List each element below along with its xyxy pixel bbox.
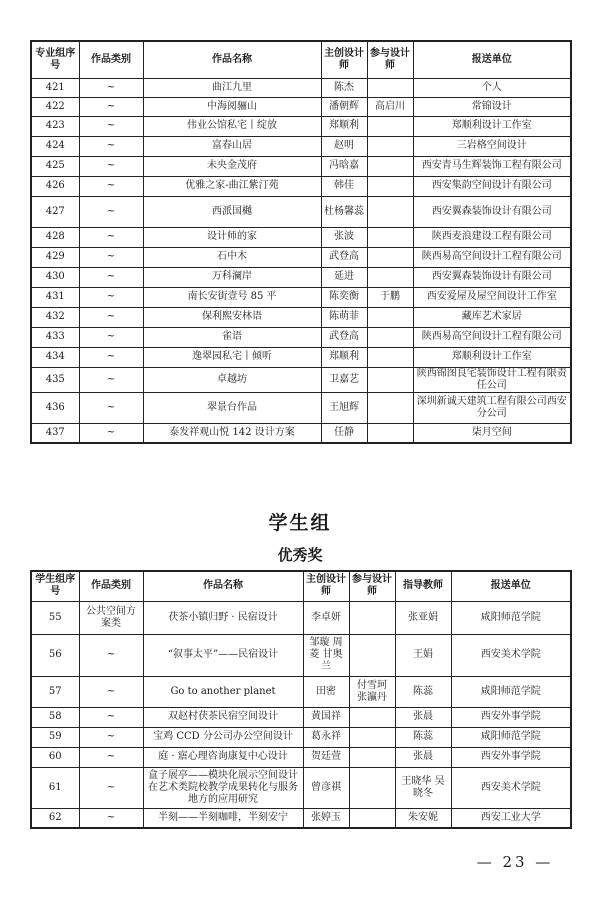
submitting-unit-cell: 咸阳师范学院 — [451, 601, 571, 634]
lead-designer-cell: 赵明 — [321, 136, 367, 156]
submitting-unit-cell: 郑顺利设计工作室 — [413, 347, 571, 367]
serial-cell: 437 — [31, 423, 79, 443]
submitting-unit-cell: 咸阳师范学院 — [451, 676, 571, 707]
header-serial: 专业组序号 — [31, 41, 79, 78]
group-title: 学生组 — [268, 512, 332, 534]
co-designer-cell: 付雪珂 张瀛丹 — [349, 676, 395, 707]
table-row — [31, 347, 571, 367]
lead-designer-cell: 韩佳 — [321, 176, 367, 196]
category-cell: ~ — [79, 136, 143, 156]
table-row — [31, 707, 571, 727]
header-serial: 学生组序号 — [31, 571, 79, 601]
advisor-cell: 王娟 — [395, 634, 451, 676]
co-designer-cell — [349, 767, 395, 808]
lead-designer-cell: 延进 — [321, 267, 367, 287]
co-designer-cell — [367, 196, 413, 227]
advisor-cell: 陈蕊 — [395, 676, 451, 707]
award-table-professional — [30, 40, 572, 444]
table-row — [31, 116, 571, 136]
table-row — [31, 327, 571, 347]
submitting-unit-cell: 陕西易高空间设计工程有限公司 — [413, 247, 571, 267]
category-cell: ~ — [79, 808, 143, 828]
table-row — [31, 727, 571, 747]
work-name-cell: 翠景台作品 — [143, 392, 321, 423]
work-name-cell: 南长安街壹号 85 平 — [143, 287, 321, 307]
header-lead-designer: 主创设计师 — [303, 571, 349, 601]
table-row — [31, 767, 571, 808]
lead-designer-cell: 武登高 — [321, 327, 367, 347]
category-cell: ~ — [79, 227, 143, 247]
table-row — [31, 227, 571, 247]
work-name-cell: 中海阅骊山 — [143, 97, 321, 116]
table-row — [31, 267, 571, 287]
lead-designer-cell: 李卓妍 — [303, 601, 349, 634]
table-row — [31, 747, 571, 767]
submitting-unit-cell: 西安美术学院 — [451, 634, 571, 676]
advisor-cell: 张晨 — [395, 747, 451, 767]
submitting-unit-cell: 陕西麦浪建设工程有限公司 — [413, 227, 571, 247]
category-cell: ~ — [79, 116, 143, 136]
lead-designer-cell: 陈萌菲 — [321, 307, 367, 327]
category-cell: ~ — [79, 247, 143, 267]
work-name-cell: 曲江九里 — [143, 78, 321, 97]
table-row — [31, 136, 571, 156]
co-designer-cell — [367, 116, 413, 136]
co-designer-cell — [367, 392, 413, 423]
category-cell: ~ — [79, 707, 143, 727]
table-row — [31, 176, 571, 196]
lead-designer-cell: 葛永祥 — [303, 727, 349, 747]
lead-designer-cell: 张婷玉 — [303, 808, 349, 828]
header-co-designer: 参与设计师 — [367, 41, 413, 78]
submitting-unit-cell: 西安集韵空间设计有限公司 — [413, 176, 571, 196]
lead-designer-cell: 任静 — [321, 423, 367, 443]
co-designer-cell — [367, 227, 413, 247]
submitting-unit-cell: 西安工业大学 — [451, 808, 571, 828]
header-submitting-unit: 报送单位 — [451, 571, 571, 601]
header-submitting-unit: 报送单位 — [413, 41, 571, 78]
lead-designer-cell: 黄国祥 — [303, 707, 349, 727]
serial-cell: 60 — [31, 747, 79, 767]
table-row — [31, 601, 571, 634]
submitting-unit-cell: 常锦设计 — [413, 97, 571, 116]
submitting-unit-cell: 三岩格空间设计 — [413, 136, 571, 156]
work-name-cell: 宝鸡 CCD 分公司办公空间设计 — [143, 727, 303, 747]
submitting-unit-cell: 西安翼森装饰设计有限公司 — [413, 267, 571, 287]
lead-designer-cell: 陈奕衡 — [321, 287, 367, 307]
lead-designer-cell: 曾彦祺 — [303, 767, 349, 808]
advisor-cell: 张亚娟 — [395, 601, 451, 634]
category-cell: ~ — [79, 727, 143, 747]
co-designer-cell — [367, 307, 413, 327]
lead-designer-cell: 贺廷萱 — [303, 747, 349, 767]
header-lead-designer: 主创设计师 — [321, 41, 367, 78]
co-designer-cell — [367, 156, 413, 176]
co-designer-cell — [367, 136, 413, 156]
header-work-name: 作品名称 — [143, 571, 303, 601]
table-row — [31, 634, 571, 676]
serial-cell: 428 — [31, 227, 79, 247]
table-row — [31, 97, 571, 116]
work-name-cell: 泰发祥观山悦 142 设计方案 — [143, 423, 321, 443]
table-row — [31, 367, 571, 392]
submitting-unit-cell: 柒月空间 — [413, 423, 571, 443]
submitting-unit-cell: 陕西易高空间设计工程有限公司 — [413, 327, 571, 347]
category-cell: ~ — [79, 327, 143, 347]
table-row — [31, 392, 571, 423]
award-table-student — [30, 570, 572, 829]
table-row — [31, 78, 571, 97]
co-designer-cell — [349, 601, 395, 634]
serial-cell: 61 — [31, 767, 79, 808]
co-designer-cell — [367, 267, 413, 287]
table-row — [31, 196, 571, 227]
work-name-cell: 富春山居 — [143, 136, 321, 156]
serial-cell: 425 — [31, 156, 79, 176]
lead-designer-cell: 王旭辉 — [321, 392, 367, 423]
co-designer-cell — [367, 176, 413, 196]
advisor-cell: 朱安妮 — [395, 808, 451, 828]
submitting-unit-cell: 深圳新诚天建筑工程有限公司西安分公司 — [413, 392, 571, 423]
work-name-cell: 半刻——半刻咖啡，半刻安宁 — [143, 808, 303, 828]
co-designer-cell — [349, 707, 395, 727]
work-name-cell: 未央金茂府 — [143, 156, 321, 176]
co-designer-cell — [367, 78, 413, 97]
work-name-cell: 西派国樾 — [143, 196, 321, 227]
co-designer-cell — [367, 367, 413, 392]
award-title: 优秀奖 — [277, 546, 323, 564]
lead-designer-cell: 潘朝辉 — [321, 97, 367, 116]
serial-cell: 436 — [31, 392, 79, 423]
work-name-cell: 雀语 — [143, 327, 321, 347]
co-designer-cell — [349, 727, 395, 747]
advisor-cell: 王晓华 吴晓冬 — [395, 767, 451, 808]
category-cell: ~ — [79, 767, 143, 808]
serial-cell: 62 — [31, 808, 79, 828]
co-designer-cell — [349, 634, 395, 676]
table-row — [31, 156, 571, 176]
advisor-cell: 张晨 — [395, 707, 451, 727]
serial-cell: 429 — [31, 247, 79, 267]
work-name-cell: 盒子展亭——模块化展示空间设计在艺术类院校教学成果转化与服务地方的应用研究 — [143, 767, 303, 808]
lead-designer-cell: 冯晗嘉 — [321, 156, 367, 176]
work-name-cell: 优雅之家-曲江紫汀苑 — [143, 176, 321, 196]
work-name-cell: 石中木 — [143, 247, 321, 267]
category-cell: ~ — [79, 676, 143, 707]
category-cell: ~ — [79, 196, 143, 227]
table-row — [31, 307, 571, 327]
category-cell: ~ — [79, 78, 143, 97]
category-cell: ~ — [79, 423, 143, 443]
serial-cell: 435 — [31, 367, 79, 392]
table-row — [31, 247, 571, 267]
submitting-unit-cell: 西安翼森装饰设计有限公司 — [413, 196, 571, 227]
co-designer-cell — [349, 747, 395, 767]
header-advisor: 指导教师 — [395, 571, 451, 601]
work-name-cell: Go to another planet — [143, 676, 303, 707]
category-cell: ~ — [79, 156, 143, 176]
serial-cell: 431 — [31, 287, 79, 307]
table-row — [31, 676, 571, 707]
work-name-cell: 茯茶小镇归野 · 民宿设计 — [143, 601, 303, 634]
category-cell: 公共空间方案类 — [79, 601, 143, 634]
category-cell: ~ — [79, 367, 143, 392]
category-cell: ~ — [79, 347, 143, 367]
category-cell: ~ — [79, 634, 143, 676]
header-category: 作品类别 — [79, 41, 143, 78]
lead-designer-cell: 武登高 — [321, 247, 367, 267]
serial-cell: 55 — [31, 601, 79, 634]
lead-designer-cell: 卫嘉艺 — [321, 367, 367, 392]
category-cell: ~ — [79, 97, 143, 116]
lead-designer-cell: 张波 — [321, 227, 367, 247]
co-designer-cell: 高启川 — [367, 97, 413, 116]
work-name-cell: “叙事太平”——民宿设计 — [143, 634, 303, 676]
serial-cell: 423 — [31, 116, 79, 136]
submitting-unit-cell: 个人 — [413, 78, 571, 97]
submitting-unit-cell: 郑顺利设计工作室 — [413, 116, 571, 136]
serial-cell: 434 — [31, 347, 79, 367]
lead-designer-cell: 田密 — [303, 676, 349, 707]
category-cell: ~ — [79, 392, 143, 423]
submitting-unit-cell: 西安美术学院 — [451, 767, 571, 808]
co-designer-cell — [367, 247, 413, 267]
header-work-name: 作品名称 — [143, 41, 321, 78]
serial-cell: 430 — [31, 267, 79, 287]
submitting-unit-cell: 西安外事学院 — [451, 747, 571, 767]
co-designer-cell — [367, 423, 413, 443]
serial-cell: 427 — [31, 196, 79, 227]
lead-designer-cell: 邹璇 周菱 甘奥兰 — [303, 634, 349, 676]
serial-cell: 424 — [31, 136, 79, 156]
table-row — [31, 287, 571, 307]
work-name-cell: 双赵村茯茶民宿空间设计 — [143, 707, 303, 727]
serial-cell: 422 — [31, 97, 79, 116]
page-number: — 23 — — [476, 853, 554, 871]
category-cell: ~ — [79, 176, 143, 196]
header-co-designer: 参与设计师 — [349, 571, 395, 601]
category-cell: ~ — [79, 307, 143, 327]
co-designer-cell — [367, 347, 413, 367]
submitting-unit-cell: 咸阳师范学院 — [451, 727, 571, 747]
serial-cell: 433 — [31, 327, 79, 347]
category-cell: ~ — [79, 747, 143, 767]
co-designer-cell — [349, 808, 395, 828]
category-cell: ~ — [79, 267, 143, 287]
table-row — [31, 423, 571, 443]
table-row — [31, 808, 571, 828]
co-designer-cell: 于鹏 — [367, 287, 413, 307]
work-name-cell: 设计师的家 — [143, 227, 321, 247]
serial-cell: 58 — [31, 707, 79, 727]
serial-cell: 421 — [31, 78, 79, 97]
serial-cell: 59 — [31, 727, 79, 747]
advisor-cell: 陈蕊 — [395, 727, 451, 747]
lead-designer-cell: 陈杰 — [321, 78, 367, 97]
submitting-unit-cell: 西安青马生辉装饰工程有限公司 — [413, 156, 571, 176]
co-designer-cell — [367, 327, 413, 347]
serial-cell: 57 — [31, 676, 79, 707]
submitting-unit-cell: 陕西锦图良宅装饰设计工程有限责任公司 — [413, 367, 571, 392]
work-name-cell: 万科澜岸 — [143, 267, 321, 287]
work-name-cell: 伟业公馆私宅丨绽放 — [143, 116, 321, 136]
submitting-unit-cell: 西安爱屋及屋空间设计工作室 — [413, 287, 571, 307]
submitting-unit-cell: 西安外事学院 — [451, 707, 571, 727]
serial-cell: 432 — [31, 307, 79, 327]
lead-designer-cell: 郑顺利 — [321, 347, 367, 367]
submitting-unit-cell: 藏库艺术家居 — [413, 307, 571, 327]
header-category: 作品类别 — [79, 571, 143, 601]
serial-cell: 56 — [31, 634, 79, 676]
category-cell: ~ — [79, 287, 143, 307]
lead-designer-cell: 郑顺利 — [321, 116, 367, 136]
work-name-cell: 逸翠园私宅丨倾听 — [143, 347, 321, 367]
work-name-cell: 卓越坊 — [143, 367, 321, 392]
work-name-cell: 庭 · 寤心理咨询康复中心设计 — [143, 747, 303, 767]
serial-cell: 426 — [31, 176, 79, 196]
lead-designer-cell: 杜杨馨蕊 — [321, 196, 367, 227]
work-name-cell: 保利熙安林语 — [143, 307, 321, 327]
